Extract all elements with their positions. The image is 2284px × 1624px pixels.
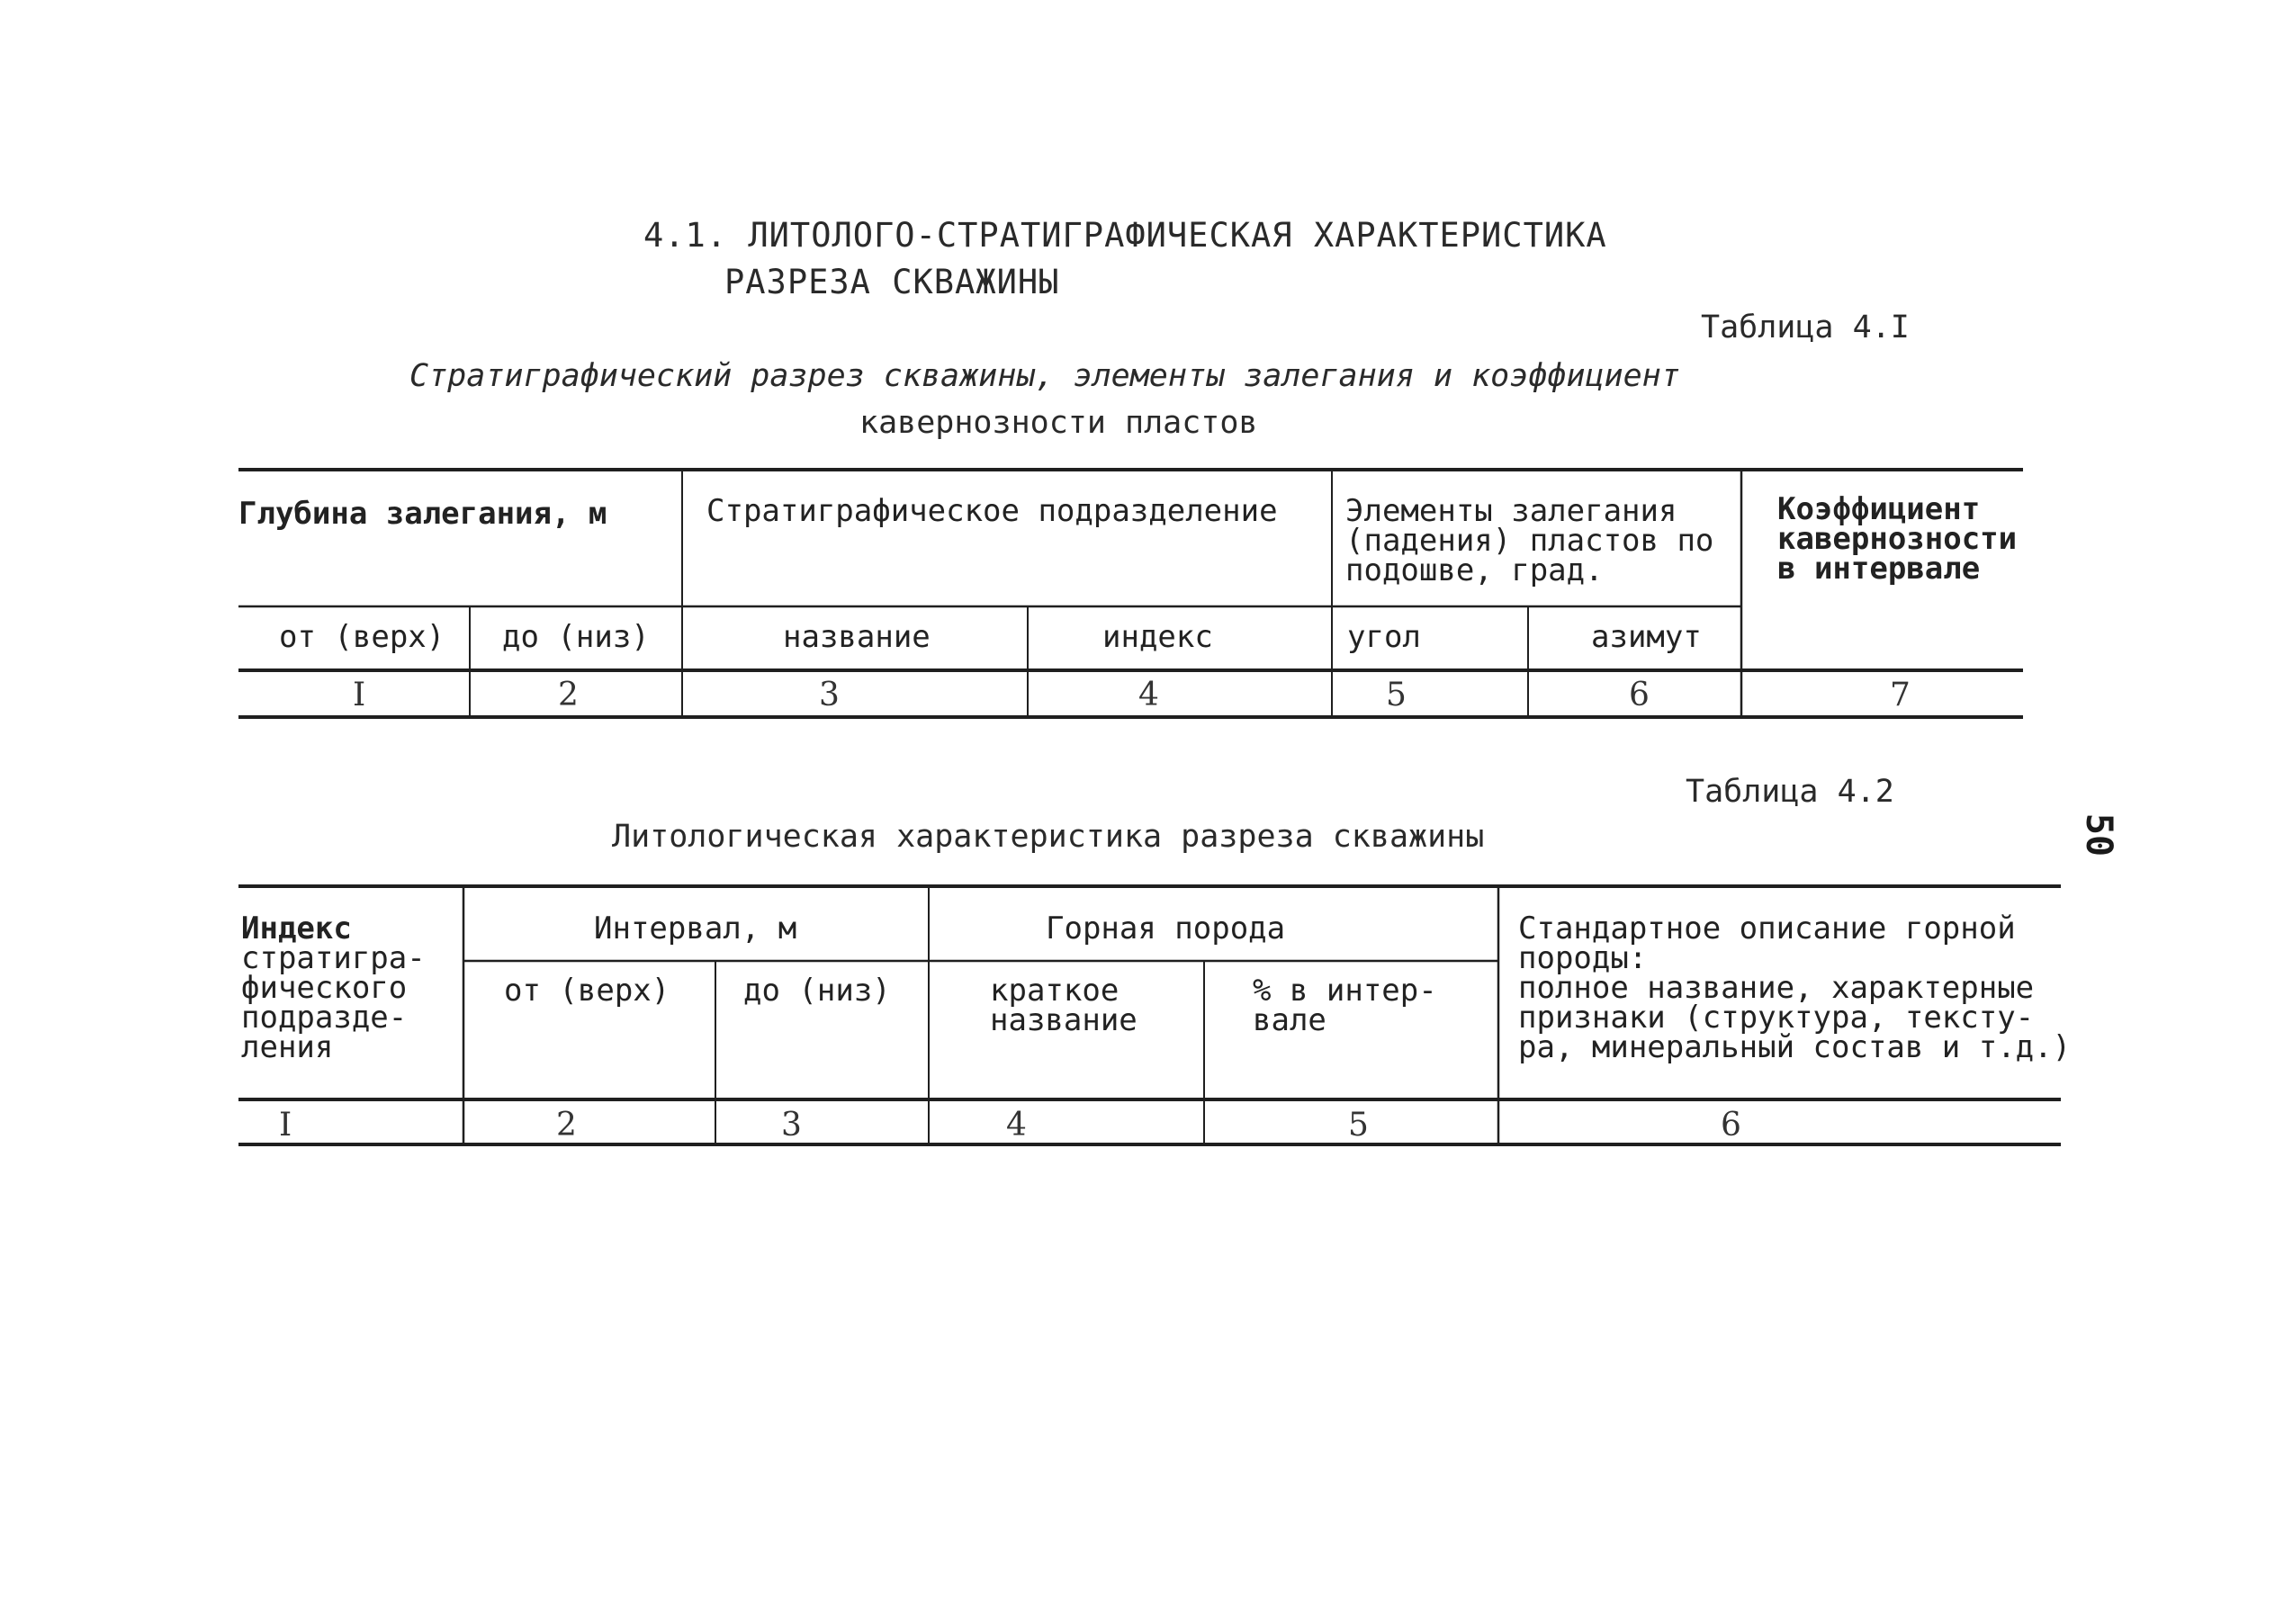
table2-colnum-5: 5: [1348, 1107, 1369, 1144]
table1-label: Таблица 4.I: [1701, 310, 1910, 345]
table2-header-description: Стандартное описание горной породы: полное название, характерные признаки (структура, текстy- ра, минеральный состав и т.д.): [1518, 911, 2072, 1065]
table2-title: Литологическая характеристика разреза скважины: [612, 819, 1485, 855]
table2-sub-short-name: краткое название: [990, 973, 1138, 1038]
table1-sub-index: индекс: [1102, 619, 1213, 655]
table1-sub-from: от (верх): [279, 619, 445, 655]
table1-colnum-7: 7: [1890, 677, 1911, 713]
table2-colnum-2: 2: [556, 1107, 577, 1144]
table2-sub-to: до (низ): [743, 973, 891, 1009]
page-number: 50: [2078, 812, 2120, 857]
table1-header-depth: Глубина залегания, м: [238, 496, 607, 532]
table1-colnum-5: 5: [1386, 677, 1407, 713]
table1-header-coef: Коэффициент кавернозности в интервале: [1777, 491, 2018, 587]
table2-header-interval: Интервал, м: [594, 911, 797, 947]
table2-sub-percent: % в интер- вале: [1253, 973, 1437, 1038]
table1-colnum-1: I: [353, 677, 366, 713]
section-heading-line1: 4.1. ЛИТОЛОГО-СТРАТИГРАФИЧЕСКАЯ ХАРАКТЕРИСТИКА: [643, 216, 1607, 255]
table1-sub-name: название: [783, 619, 931, 655]
table2-colnum-1: I: [279, 1107, 292, 1144]
table2-header-index: Индекс стратигра- фического подразде- ления: [241, 911, 426, 1065]
table1-colnum-2: 2: [558, 677, 579, 713]
table1-header-strat: Стратиграфическое подразделение: [706, 493, 1278, 529]
table1-sub-azimuth: азимут: [1591, 619, 1702, 655]
table1-colnum-6: 6: [1629, 677, 1650, 713]
table2-label: Таблица 4.2: [1686, 774, 1894, 810]
table1-title-line1: Стратиграфический разрез скважины, элементы залегания и коэффициент: [409, 358, 1680, 394]
table1-header-elements: Элементы залегания (падения) пластов по подошве, град.: [1345, 493, 1714, 588]
table1-sub-angle: угол: [1347, 619, 1421, 655]
table2-sub-from: от (верх): [504, 973, 670, 1009]
table2-header-rock: Горная порода: [1046, 911, 1286, 947]
table2-colnum-4: 4: [1006, 1107, 1027, 1144]
table2-colnum-3: 3: [781, 1107, 802, 1144]
section-heading-line2: РАЗРЕЗА СКВАЖИНЫ: [724, 263, 1060, 301]
table1-colnum-3: 3: [819, 677, 840, 713]
table1-colnum-4: 4: [1138, 677, 1159, 713]
table1-title-line2: кавернозности пластов: [859, 405, 1258, 441]
table2-colnum-6: 6: [1721, 1107, 1741, 1144]
table1-sub-to: до (низ): [502, 619, 650, 655]
